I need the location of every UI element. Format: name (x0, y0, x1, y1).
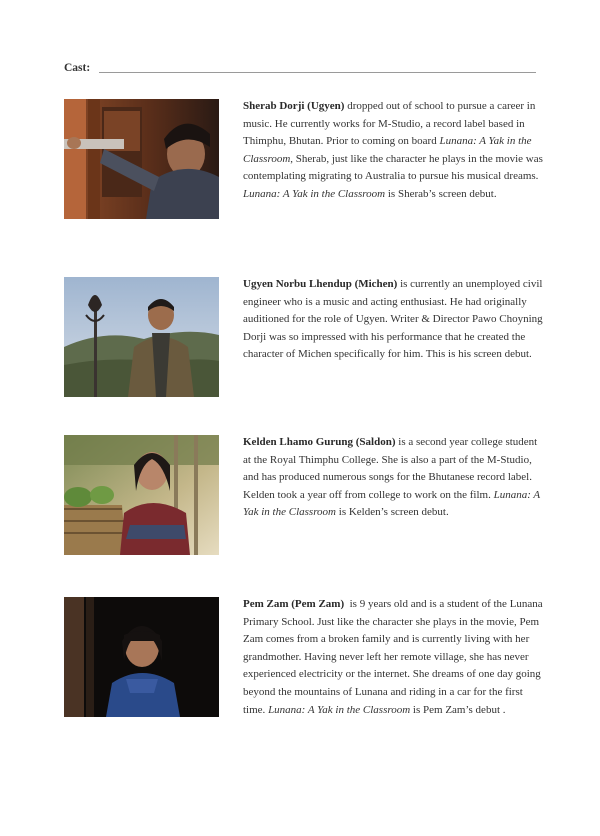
cast-name-pem-zam: Pem Zam (Pem Zam) (243, 598, 345, 610)
cast-bio-sherab (243, 98, 543, 204)
cast-bio-text: is Sherab’s screen debut. (385, 187, 497, 200)
cast-bio-ugyen-norbu (243, 276, 543, 364)
cast-photo-ugyen-norbu (64, 277, 219, 397)
cast-name-kelden: Kelden Lhamo Gurung (Saldon) (243, 436, 396, 448)
cast-bio-text: , Sherab, just like the character he plays in the movie was contemplating migrating to Australia to pursue his musical dreams. (243, 152, 543, 183)
cast-heading: Cast: (64, 62, 91, 74)
cast-name-sherab: Sherab Dorji (Ugyen) (243, 100, 345, 112)
cast-photo-pem-zam (64, 597, 219, 717)
cast-name-ugyen-norbu: Ugyen Norbu Lhendup (Michen) (243, 278, 398, 290)
cast-bio-pem-zam (243, 596, 546, 719)
film-title: Lunana: A Yak in the Classroom (243, 135, 532, 165)
cast-bio-text: is 9 years old and is a student of the Lunana Primary School. Just like the character she plays in the movie, Pem Zam comes from a broken family and is currently living with her grandmother. Having never left her remote village, she has never experienced electricity or the internet. She dreams of one day going beyond the mountains of Lunana and riding in a car for the first time. (243, 598, 546, 716)
film-title: Lunana: A Yak in the Classroom (243, 187, 386, 200)
film-title: Lunana: A Yak in the Classroom (268, 703, 411, 716)
cast-bio-text: is Pem Zam’s debut . (410, 703, 506, 716)
cast-heading-rule (99, 72, 536, 73)
cast-bio-kelden (243, 434, 543, 522)
cast-bio-text: dropped out of school to pursue a career in music. He currently works for M-Studio, a record label based in Thimphu, Bhutan. Prior to coming on board (243, 100, 536, 148)
film-title: Lunana: A Yak in the Classroom (243, 488, 540, 519)
cast-bio-text: is currently an unemployed civil engineer who is a music and acting enthusiast. He had originally auditioned for the role of Ugyen. Writer & Director Pawo Choyning Dorji was so impressed with his performance that he created the character of Michen specifically for him. This is his screen debut. (243, 278, 543, 361)
cast-bio-text: is Kelden’s screen debut. (336, 506, 449, 519)
cast-photo-sherab (64, 99, 219, 219)
cast-photo-kelden (64, 435, 219, 555)
cast-bio-text: is a second year college student at the Royal Thimphu College. She is also a part of the M-Studio, and has produced numerous songs for the Bhutanese record label. Kelden took a year off from college to work on the film. (243, 436, 538, 501)
